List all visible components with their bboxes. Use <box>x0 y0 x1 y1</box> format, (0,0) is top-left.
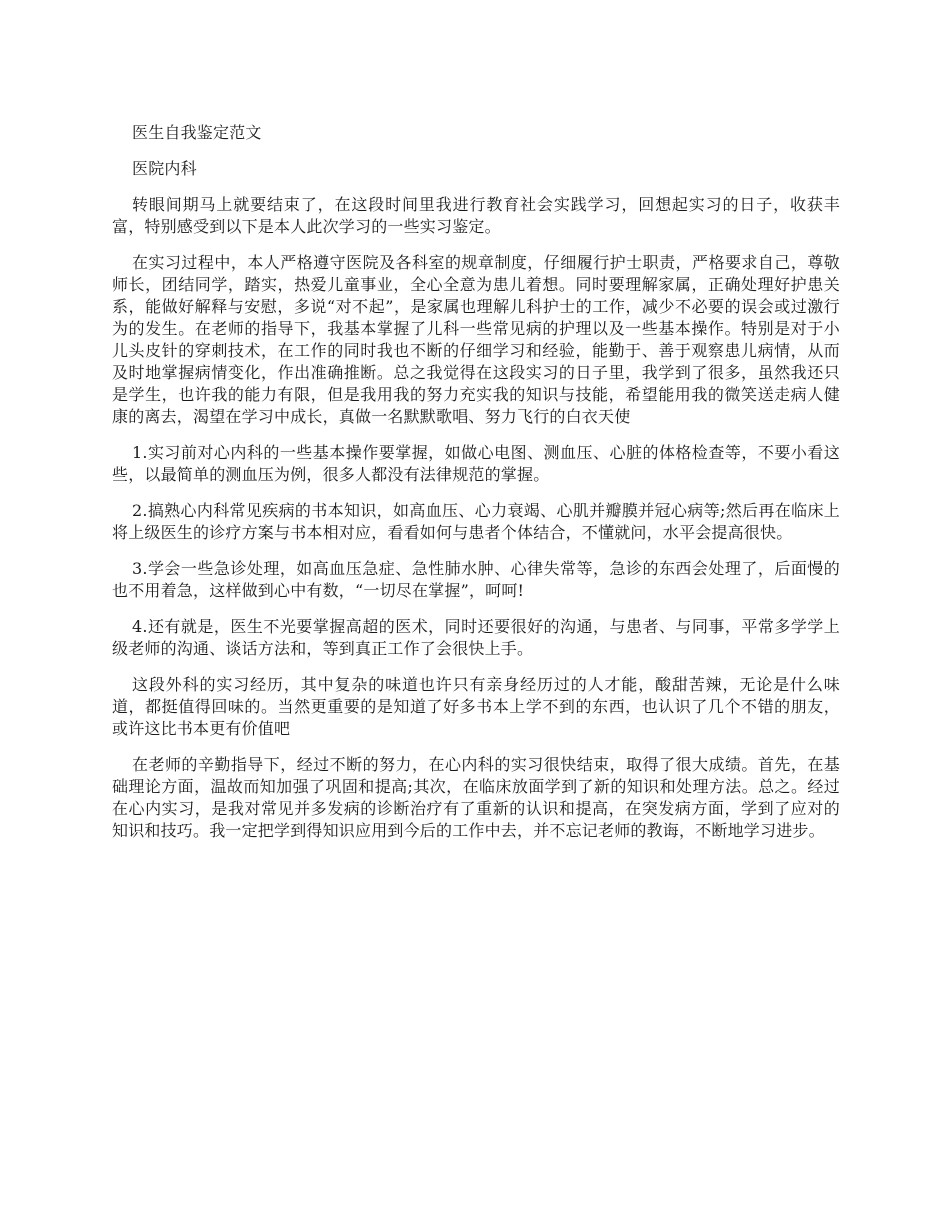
document-page <box>112 122 840 856</box>
paragraph-experience: 这段外科的实习经历，其中复杂的味道也许只有亲身经历过的人才能，酸甜苦辣，无论是什么味道，都挺值得回味的。当然更重要的是知道了好多书本上学不到的东西，也认识了几个不错的朋友，或许这比书本更有价值吧 <box>112 675 840 738</box>
paragraph-intro: 转眼间期马上就要结束了，在这段时间里我进行教育社会实践学习，回想起实习的日子，收获丰富，特别感受到以下是本人此次学习的一些实习鉴定。 <box>112 195 840 236</box>
paragraph-internship-process: 在实习过程中，本人严格遵守医院及各科室的规章制度，仔细履行护士职责，严格要求自己，尊敬师长，团结同学，踏实，热爱儿童事业，全心全意为患儿着想。同时要理解家属，正确处理好护患关系，能做好解释与安慰，多说“对不起”，是家属也理解儿科护士的工作，减少不必要的误会或过激行为的发生。在老师的指导下，我基本掌握了儿科一些常见病的护理以及一些基本操作。特别是对于小儿头皮针的穿刺技术，在工作的同时我也不断的仔细学习和经验，能勤于、善于观察患儿病情，从而及时地掌握病情变化，作出准确推断。总之我觉得在这段实习的日子里，我学到了很多，虽然我还只是学生，也许我的能力有限，但是我用我的努力充实我的知识与技能，希望能用我的微笑送走病人健康的离去，渴望在学习中成长，真做一名默默歌唱、努力飞行的白衣天使 <box>112 253 840 426</box>
paragraph-point-2: 2.搞熟心内科常见疾病的书本知识，如高血压、心力衰竭、心肌并瓣膜并冠心病等;然后再在临床上将上级医生的诊疗方案与书本相对应，看看如何与患者个体结合，不懂就问，水平会提高很快。 <box>112 501 840 542</box>
document-title: 医生自我鉴定范文 <box>132 123 262 142</box>
paragraph-point-3: 3.学会一些急诊处理，如高血压急症、急性肺水肿、心律失常等，急诊的东西会处理了，后面慢的也不用着急，这样做到心中有数，“一切尽在掌握”，呵呵! <box>112 559 840 600</box>
paragraph-point-4: 4.还有就是，医生不光要掌握高超的医术，同时还要很好的沟通，与患者、与同事，平常多学学上级老师的沟通、谈话方法和，等到真正工作了会很快上手。 <box>112 617 840 658</box>
paragraph-point-1: 1.实习前对心内科的一些基本操作要掌握，如做心电图、测血压、心脏的体格检查等，不要小看这些，以最简单的测血压为例，很多人都没有法律规范的掌握。 <box>112 443 840 484</box>
document-subtitle: 医院内科 <box>132 159 197 178</box>
paragraph-conclusion: 在老师的辛勤指导下，经过不断的努力，在心内科的实习很快结束，取得了很大成绩。首先，在基础理论方面，温故而知加强了巩固和提高;其次，在临床放面学到了新的知识和处理方法。总之。经过在心内实习，是我对常见并多发病的诊断治疗有了重新的认识和提高，在突发病方面，学到了应对的知识和技巧。我一定把学到得知识应用到今后的工作中去，并不忘记老师的教诲，不断地学习进步。 <box>112 755 840 840</box>
